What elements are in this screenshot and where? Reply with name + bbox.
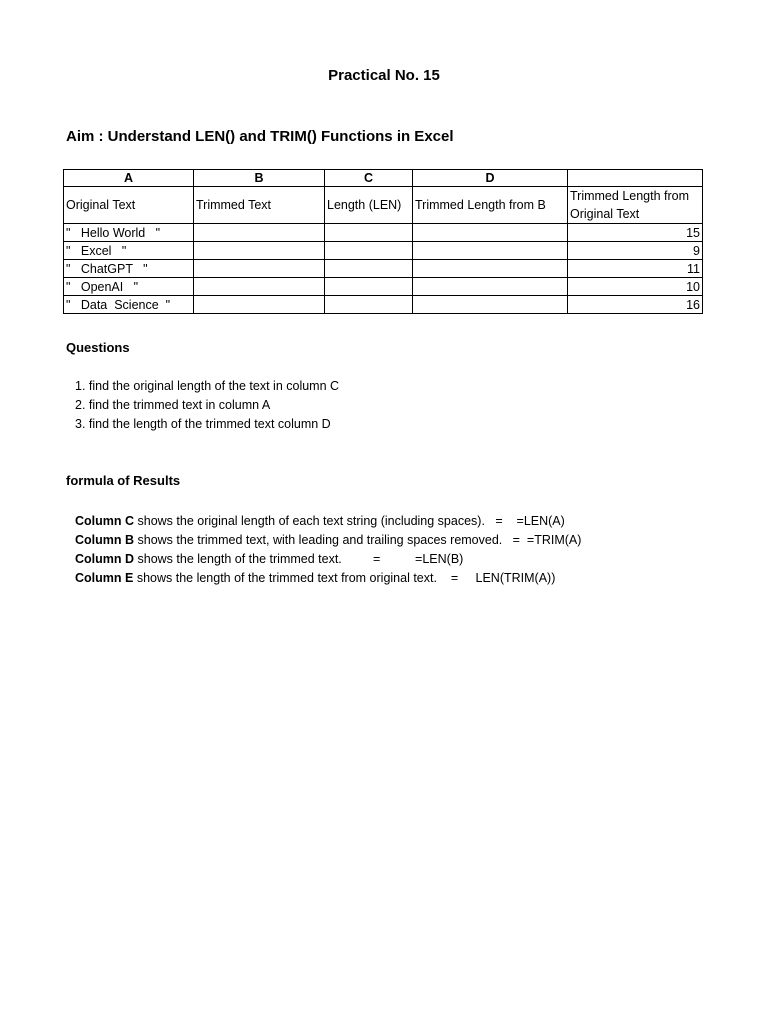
question-item: 3. find the length of the trimmed text column D — [75, 417, 331, 431]
header-cell: Trimmed Length from B — [413, 187, 568, 224]
page-title: Practical No. 15 — [328, 67, 440, 84]
formula-column-label: Column B — [75, 533, 135, 547]
formula-text: shows the original length of each text string (including spaces). = =LEN(A) — [134, 514, 565, 528]
table-cell: " Excel " — [64, 242, 194, 260]
header-cell: Length (LEN) — [325, 187, 413, 224]
column-letter: C — [325, 170, 413, 187]
table-cell: " Data Science " — [64, 296, 194, 314]
table-cell — [413, 224, 568, 242]
formula-column-label: Column D — [75, 552, 135, 566]
table-cell — [325, 296, 413, 314]
table-row — [64, 296, 703, 314]
formula-text: shows the length of the trimmed text. = =LEN(B) — [134, 552, 464, 566]
formula-item — [75, 569, 581, 588]
column-letter: D — [413, 170, 568, 187]
table-cell — [413, 242, 568, 260]
table-cell — [413, 278, 568, 296]
table-cell — [325, 224, 413, 242]
table-cell — [194, 224, 325, 242]
column-letter-row — [64, 170, 703, 187]
table-row — [64, 224, 703, 242]
question-item: 1. find the original length of the text in column C — [75, 379, 340, 393]
table-cell: " OpenAI " — [64, 278, 194, 296]
formula-column-label: Column C — [75, 514, 135, 528]
table-cell — [194, 278, 325, 296]
formula-item — [75, 512, 581, 531]
table-cell — [413, 260, 568, 278]
question-item: 2. find the trimmed text in column A — [75, 398, 271, 412]
table-cell — [194, 296, 325, 314]
formula-column-label: Column E — [75, 571, 134, 585]
aim-heading: Aim : Understand LEN() and TRIM() Functions in Excel — [66, 128, 454, 145]
formula-item — [75, 550, 581, 569]
header-cell: Trimmed Length from Original Text — [568, 187, 703, 224]
column-letter — [568, 170, 703, 187]
table-cell — [194, 260, 325, 278]
formula-item — [75, 531, 581, 550]
table-cell: " ChatGPT " — [64, 260, 194, 278]
formula-text: shows the trimmed text, with leading and trailing spaces removed. = =TRIM(A) — [134, 533, 582, 547]
table-cell: 16 — [568, 296, 703, 314]
formula-heading: formula of Results — [66, 473, 181, 488]
table-cell: 10 — [568, 278, 703, 296]
header-cell: Trimmed Text — [194, 187, 325, 224]
table-cell: 9 — [568, 242, 703, 260]
table-cell — [325, 278, 413, 296]
formula-text: shows the length of the trimmed text from original text. = LEN(TRIM(A)) — [133, 571, 556, 585]
table-cell — [194, 242, 325, 260]
table-cell: " Hello World " — [64, 224, 194, 242]
table-cell — [413, 296, 568, 314]
questions-list — [75, 377, 339, 434]
table-row — [64, 260, 703, 278]
data-table — [63, 169, 703, 314]
table-cell: 15 — [568, 224, 703, 242]
table-row — [64, 242, 703, 260]
column-letter: A — [64, 170, 194, 187]
questions-heading: Questions — [66, 340, 130, 355]
table-cell: 11 — [568, 260, 703, 278]
table-row — [64, 278, 703, 296]
header-cell: Original Text — [64, 187, 194, 224]
table-cell — [325, 242, 413, 260]
formula-list — [75, 512, 581, 588]
table-cell — [325, 260, 413, 278]
header-row — [64, 187, 703, 224]
column-letter: B — [194, 170, 325, 187]
